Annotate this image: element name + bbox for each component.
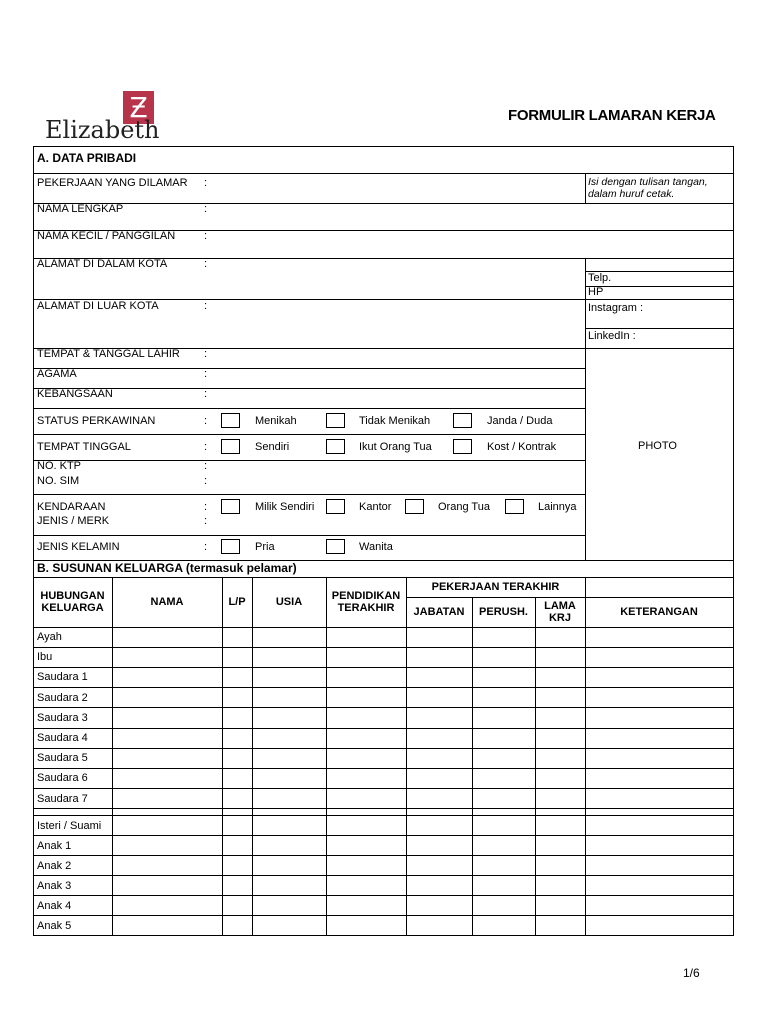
label-kendaraan: KENDARAAN [37, 501, 106, 513]
checkbox-pria[interactable] [221, 539, 240, 554]
colon: : [204, 541, 208, 553]
header-pendidikan-1: PENDIDIKAN [331, 590, 401, 602]
colon: : [204, 415, 208, 427]
checkbox-ikut-orang-tua[interactable] [326, 439, 345, 454]
row-label: Saudara 7 [37, 793, 88, 805]
section-b-title-main: B. SUSUNAN KELUARGA [37, 561, 183, 575]
row-label: Anak 4 [37, 900, 72, 912]
label-pekerjaan: PEKERJAAN YANG DILAMAR [37, 177, 188, 189]
header-lama-1: LAMA [544, 600, 576, 612]
checkbox-kantor[interactable] [326, 499, 345, 514]
row-label: Saudara 6 [37, 772, 88, 784]
label-no-ktp: NO. KTP [37, 460, 82, 472]
colon: : [204, 460, 208, 472]
row-label: Isteri / Suami [37, 820, 102, 832]
header-lama-2: KRJ [548, 612, 571, 624]
row-label: Ibu [37, 651, 53, 663]
option-milik-sendiri: Milik Sendiri [255, 501, 315, 513]
option-kantor: Kantor [359, 501, 392, 513]
label-linkedin: LinkedIn : [588, 330, 636, 342]
colon: : [204, 441, 208, 453]
row-label: Anak 2 [37, 860, 72, 872]
header-usia: USIA [275, 596, 303, 608]
header-hubungan-2: KELUARGA [41, 602, 104, 614]
checkbox-kost-kontrak[interactable] [453, 439, 472, 454]
header-pendidikan-2: TERAKHIR [337, 602, 395, 614]
option-wanita: Wanita [359, 541, 393, 553]
handwriting-note-2: dalam huruf cetak. [588, 188, 675, 200]
colon: : [204, 203, 208, 215]
header-hubungan-1: HUBUNGAN [40, 590, 105, 602]
label-alamat-dalam: ALAMAT DI DALAM KOTA [37, 258, 168, 270]
label-no-sim: NO. SIM [37, 475, 80, 487]
option-janda-duda: Janda / Duda [487, 415, 553, 427]
option-kost-kontrak: Kost / Kontrak [487, 441, 557, 453]
handwriting-note-1: Isi dengan tulisan tangan, [588, 176, 708, 188]
section-b-title [37, 562, 297, 575]
section-b-title-sub: (termasuk pelamar) [185, 561, 297, 575]
colon: : [204, 475, 208, 487]
checkbox-orang-tua[interactable] [405, 499, 424, 514]
header-jabatan: JABATAN [413, 606, 465, 618]
row-label: Saudara 3 [37, 712, 88, 724]
label-jenis-merk: JENIS / MERK [37, 515, 110, 527]
row-label: Ayah [37, 631, 62, 643]
label-nama-kecil: NAMA KECIL / PANGGILAN [37, 230, 176, 242]
colon: : [204, 388, 208, 400]
label-ttl: TEMPAT & TANGGAL LAHIR [37, 348, 180, 360]
option-orang-tua: Orang Tua [438, 501, 490, 513]
header-perush: PERUSH. [479, 606, 528, 618]
row-label: Saudara 5 [37, 752, 88, 764]
header-hubungan [33, 577, 112, 627]
row-label: Anak 1 [37, 840, 72, 852]
label-kebangsaan: KEBANGSAAN [37, 388, 113, 400]
row-label: Saudara 1 [37, 671, 88, 683]
logo-text: Elizabeth [45, 116, 160, 144]
colon: : [204, 348, 208, 360]
label-tempat-tinggal: TEMPAT TINGGAL [37, 441, 131, 453]
colon: : [204, 258, 208, 270]
checkbox-tidak-menikah[interactable] [326, 413, 345, 428]
checkbox-lainnya[interactable] [505, 499, 524, 514]
label-alamat-luar: ALAMAT DI LUAR KOTA [37, 300, 159, 312]
label-telp: Telp. [588, 272, 612, 284]
label-hp: HP [588, 286, 604, 298]
row-label: Anak 5 [37, 920, 72, 932]
option-lainnya: Lainnya [538, 501, 577, 513]
header-lp: L/P [228, 596, 246, 608]
colon: : [204, 177, 208, 189]
checkbox-sendiri[interactable] [221, 439, 240, 454]
logo-letter-icon: Ƶ [129, 91, 148, 124]
label-jenis-kelamin: JENIS KELAMIN [37, 541, 120, 553]
option-pria: Pria [255, 541, 275, 553]
checkbox-menikah[interactable] [221, 413, 240, 428]
colon: : [204, 515, 208, 527]
option-menikah: Menikah [255, 415, 297, 427]
label-agama: AGAMA [37, 368, 77, 380]
option-ikut-orang-tua: Ikut Orang Tua [359, 441, 432, 453]
label-instagram: Instagram : [588, 302, 644, 314]
row-label: Saudara 4 [37, 732, 88, 744]
checkbox-wanita[interactable] [326, 539, 345, 554]
row-label: Anak 3 [37, 880, 72, 892]
header-pendidikan [326, 577, 406, 627]
label-nama-lengkap: NAMA LENGKAP [37, 203, 124, 215]
option-tidak-menikah: Tidak Menikah [359, 415, 431, 427]
colon: : [204, 368, 208, 380]
colon: : [204, 300, 208, 312]
row-label: Saudara 2 [37, 692, 88, 704]
section-a-title: A. DATA PRIBADI [37, 151, 137, 165]
option-sendiri: Sendiri [255, 441, 290, 453]
header-lama-krj [535, 597, 585, 627]
checkbox-janda-duda[interactable] [453, 413, 472, 428]
header-keterangan: KETERANGAN [620, 606, 698, 618]
header-pekerjaan-terakhir: PEKERJAAN TERAKHIR [431, 581, 560, 593]
label-status: STATUS PERKAWINAN [37, 415, 156, 427]
photo-placeholder: PHOTO [638, 440, 677, 452]
form-title: FORMULIR LAMARAN KERJA [508, 107, 716, 124]
page-number: 1/6 [683, 966, 700, 980]
colon: : [204, 501, 208, 513]
checkbox-milik-sendiri[interactable] [221, 499, 240, 514]
header-nama: NAMA [150, 596, 184, 608]
colon: : [204, 230, 208, 242]
